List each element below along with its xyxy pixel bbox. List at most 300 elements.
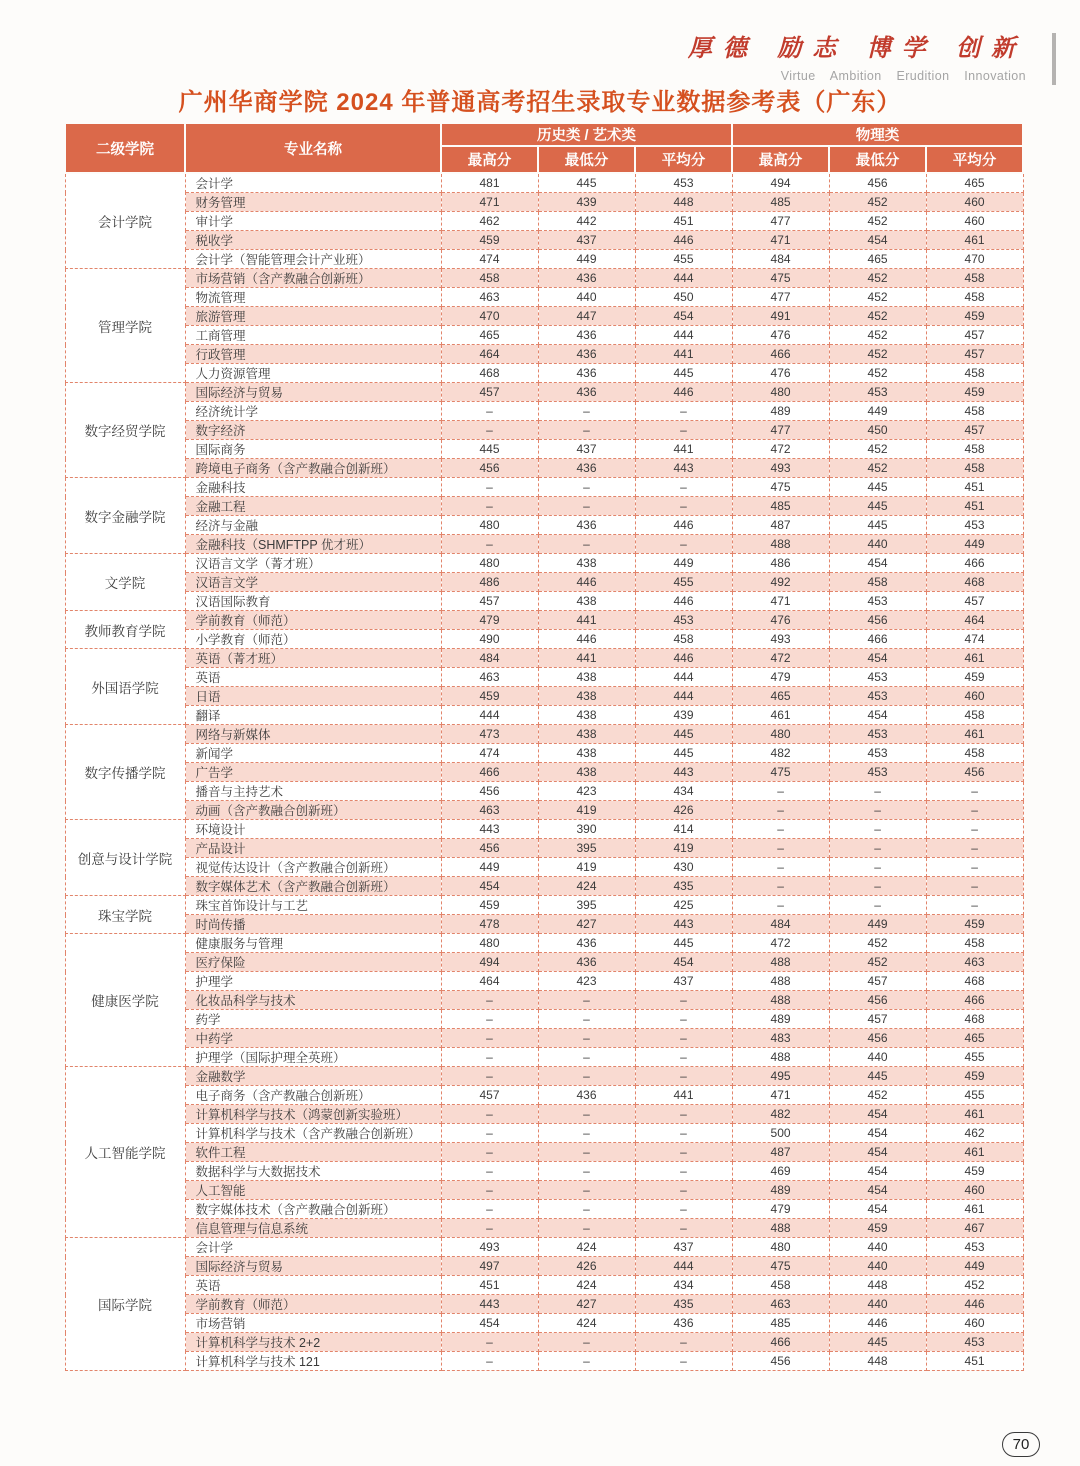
score-cell: –	[538, 1067, 635, 1086]
score-cell: 453	[926, 1238, 1023, 1257]
score-cell: 484	[732, 915, 829, 934]
score-cell: 467	[926, 1219, 1023, 1238]
major-cell: 金融工程	[185, 497, 441, 516]
score-cell: –	[538, 1219, 635, 1238]
score-cell: 444	[635, 269, 732, 288]
score-cell: 452	[829, 934, 926, 953]
table-row	[65, 478, 1023, 497]
score-cell: 459	[829, 1219, 926, 1238]
score-cell: 458	[926, 288, 1023, 307]
score-cell: 453	[829, 725, 926, 744]
major-cell: 市场营销	[185, 1314, 441, 1333]
table-row	[65, 345, 1023, 364]
score-cell: 468	[926, 972, 1023, 991]
score-cell: 441	[635, 345, 732, 364]
score-cell: –	[538, 1143, 635, 1162]
score-cell: 487	[732, 516, 829, 535]
table-row	[65, 1067, 1023, 1086]
table-row	[65, 725, 1023, 744]
table-row	[65, 744, 1023, 763]
score-cell: 445	[829, 478, 926, 497]
table-row	[65, 1352, 1023, 1371]
score-cell: 425	[635, 896, 732, 915]
score-cell: –	[538, 1162, 635, 1181]
score-cell: –	[732, 782, 829, 801]
major-cell: 数字媒体技术（含产教融合创新班）	[185, 1200, 441, 1219]
header-history-group: 历史类 / 艺术类	[441, 123, 732, 146]
score-cell: 427	[538, 915, 635, 934]
score-cell: –	[926, 801, 1023, 820]
score-cell: 452	[829, 269, 926, 288]
score-cell: 458	[635, 630, 732, 649]
table-row	[65, 972, 1023, 991]
table-row	[65, 1276, 1023, 1295]
score-cell: 443	[635, 763, 732, 782]
major-cell: 国际经济与贸易	[185, 1257, 441, 1276]
score-cell: 454	[635, 307, 732, 326]
score-cell: –	[829, 782, 926, 801]
score-cell: 390	[538, 820, 635, 839]
score-cell: 436	[538, 934, 635, 953]
score-cell: 454	[829, 554, 926, 573]
score-cell: 459	[441, 896, 538, 915]
major-cell: 产品设计	[185, 839, 441, 858]
major-cell: 护理学	[185, 972, 441, 991]
score-cell: 456	[829, 611, 926, 630]
score-cell: 453	[829, 668, 926, 687]
score-cell: –	[441, 1029, 538, 1048]
score-cell: 445	[829, 497, 926, 516]
score-cell: 456	[829, 173, 926, 193]
score-cell: 464	[926, 611, 1023, 630]
score-cell: 446	[829, 1314, 926, 1333]
score-cell: 454	[441, 877, 538, 896]
score-cell: 460	[926, 1314, 1023, 1333]
score-cell: 461	[926, 231, 1023, 250]
score-cell: 460	[926, 1181, 1023, 1200]
score-cell: 474	[441, 250, 538, 269]
score-cell: –	[538, 497, 635, 516]
score-cell: –	[441, 1333, 538, 1352]
score-cell: 466	[926, 991, 1023, 1010]
table-row	[65, 269, 1023, 288]
score-cell: –	[441, 1067, 538, 1086]
score-cell: 457	[829, 1010, 926, 1029]
table-row	[65, 573, 1023, 592]
score-cell: –	[441, 1105, 538, 1124]
score-cell: 445	[635, 364, 732, 383]
score-cell: 459	[926, 915, 1023, 934]
header-major: 专业名称	[185, 123, 441, 173]
score-cell: 463	[441, 288, 538, 307]
score-cell: 452	[829, 212, 926, 231]
score-cell: 461	[926, 649, 1023, 668]
score-cell: 436	[538, 383, 635, 402]
score-cell: 436	[538, 953, 635, 972]
header-physics-group: 物理类	[732, 123, 1023, 146]
table-header	[65, 123, 1023, 173]
major-cell: 国际经济与贸易	[185, 383, 441, 402]
score-cell: –	[538, 1105, 635, 1124]
score-cell: 457	[441, 383, 538, 402]
score-cell: –	[635, 991, 732, 1010]
score-cell: 442	[538, 212, 635, 231]
score-cell: 477	[732, 421, 829, 440]
table-row	[65, 1010, 1023, 1029]
table-row	[65, 820, 1023, 839]
score-cell: 465	[926, 173, 1023, 193]
score-cell: 459	[926, 1067, 1023, 1086]
score-cell: 454	[635, 953, 732, 972]
score-cell: 449	[926, 535, 1023, 554]
table-row	[65, 402, 1023, 421]
score-cell: 481	[441, 173, 538, 193]
score-cell: 438	[538, 668, 635, 687]
score-cell: 436	[538, 516, 635, 535]
major-cell: 时尚传播	[185, 915, 441, 934]
major-cell: 计算机科学与技术 121	[185, 1352, 441, 1371]
major-cell: 经济与金融	[185, 516, 441, 535]
score-cell: 471	[441, 193, 538, 212]
major-cell: 广告学	[185, 763, 441, 782]
major-cell: 健康服务与管理	[185, 934, 441, 953]
score-cell: 448	[635, 193, 732, 212]
major-cell: 跨境电子商务（含产教融合创新班）	[185, 459, 441, 478]
score-cell: 424	[538, 1314, 635, 1333]
score-cell: 445	[441, 440, 538, 459]
score-cell: 471	[732, 231, 829, 250]
major-cell: 小学教育（师范）	[185, 630, 441, 649]
score-cell: 419	[538, 858, 635, 877]
score-cell: 454	[829, 706, 926, 725]
score-cell: 477	[732, 288, 829, 307]
table-row	[65, 1200, 1023, 1219]
score-cell: –	[635, 535, 732, 554]
score-cell: –	[441, 421, 538, 440]
table-row	[65, 630, 1023, 649]
score-cell: –	[538, 535, 635, 554]
score-cell: –	[732, 877, 829, 896]
score-cell: 436	[538, 345, 635, 364]
table-row	[65, 1048, 1023, 1067]
college-cell: 国际学院	[65, 1238, 185, 1371]
major-cell: 数字经济	[185, 421, 441, 440]
score-cell: 491	[732, 307, 829, 326]
score-cell: –	[538, 421, 635, 440]
score-cell: 478	[441, 915, 538, 934]
score-cell: 462	[926, 1124, 1023, 1143]
score-cell: 453	[829, 744, 926, 763]
college-cell: 管理学院	[65, 269, 185, 383]
score-cell: 452	[829, 1086, 926, 1105]
score-cell: –	[538, 1010, 635, 1029]
table-body	[65, 173, 1023, 1371]
score-cell: 455	[926, 1086, 1023, 1105]
score-cell: –	[441, 478, 538, 497]
score-cell: 441	[635, 1086, 732, 1105]
score-cell: 438	[538, 763, 635, 782]
score-cell: 453	[829, 687, 926, 706]
score-cell: 488	[732, 1048, 829, 1067]
score-cell: 482	[732, 744, 829, 763]
table-row	[65, 763, 1023, 782]
score-cell: –	[441, 1162, 538, 1181]
score-cell: 441	[538, 611, 635, 630]
score-cell: 477	[732, 212, 829, 231]
score-cell: 453	[926, 1333, 1023, 1352]
score-cell: –	[635, 1124, 732, 1143]
major-cell: 环境设计	[185, 820, 441, 839]
score-cell: 445	[635, 934, 732, 953]
score-cell: 483	[732, 1029, 829, 1048]
score-cell: 424	[538, 1238, 635, 1257]
score-cell: 437	[635, 972, 732, 991]
score-cell: 456	[829, 1029, 926, 1048]
score-cell: –	[732, 896, 829, 915]
major-cell: 化妆品科学与技术	[185, 991, 441, 1010]
score-cell: –	[441, 1010, 538, 1029]
score-cell: 470	[441, 307, 538, 326]
major-cell: 金融科技（SHMFTPP 优才班）	[185, 535, 441, 554]
score-cell: 457	[926, 421, 1023, 440]
table-row	[65, 991, 1023, 1010]
score-cell: 434	[635, 782, 732, 801]
table-row	[65, 953, 1023, 972]
major-cell: 学前教育（师范）	[185, 611, 441, 630]
score-cell: 480	[732, 383, 829, 402]
score-cell: 476	[732, 611, 829, 630]
score-cell: 473	[441, 725, 538, 744]
score-cell: 482	[732, 1105, 829, 1124]
score-cell: 485	[732, 193, 829, 212]
score-cell: 463	[732, 1295, 829, 1314]
score-cell: 454	[829, 1181, 926, 1200]
major-cell: 旅游管理	[185, 307, 441, 326]
score-cell: 464	[441, 345, 538, 364]
table-row	[65, 896, 1023, 915]
score-cell: 474	[441, 744, 538, 763]
score-cell: 440	[829, 1257, 926, 1276]
score-cell: 440	[829, 1238, 926, 1257]
score-subheader: 最高分	[732, 146, 829, 173]
score-cell: 438	[538, 592, 635, 611]
score-cell: 453	[635, 173, 732, 193]
score-cell: 466	[829, 630, 926, 649]
table-row	[65, 1257, 1023, 1276]
score-cell: 451	[926, 1352, 1023, 1371]
score-cell: 452	[829, 307, 926, 326]
score-cell: 466	[732, 345, 829, 364]
score-cell: 443	[635, 915, 732, 934]
major-cell: 翻译	[185, 706, 441, 725]
score-cell: –	[829, 820, 926, 839]
score-cell: 443	[635, 459, 732, 478]
major-cell: 新闻学	[185, 744, 441, 763]
score-cell: 488	[732, 953, 829, 972]
table-row	[65, 801, 1023, 820]
major-cell: 国际商务	[185, 440, 441, 459]
score-cell: 489	[732, 1181, 829, 1200]
major-cell: 汉语言文学（菁才班）	[185, 554, 441, 573]
score-cell: 465	[829, 250, 926, 269]
table-row	[65, 611, 1023, 630]
score-cell: 457	[926, 592, 1023, 611]
score-cell: –	[635, 1048, 732, 1067]
score-cell: 452	[829, 364, 926, 383]
score-cell: 492	[732, 573, 829, 592]
score-cell: 486	[441, 573, 538, 592]
score-cell: 461	[926, 1105, 1023, 1124]
score-cell: 471	[732, 592, 829, 611]
score-cell: 463	[926, 953, 1023, 972]
score-cell: 480	[732, 1238, 829, 1257]
score-cell: 450	[635, 288, 732, 307]
score-cell: 435	[635, 1295, 732, 1314]
major-cell: 数据科学与大数据技术	[185, 1162, 441, 1181]
score-cell: –	[441, 402, 538, 421]
score-cell: 452	[829, 953, 926, 972]
score-cell: 455	[635, 250, 732, 269]
score-cell: 444	[635, 326, 732, 345]
score-cell: 463	[441, 801, 538, 820]
score-cell: 461	[926, 1200, 1023, 1219]
score-cell: –	[635, 1181, 732, 1200]
score-cell: 479	[732, 668, 829, 687]
table-row	[65, 231, 1023, 250]
score-cell: 466	[441, 763, 538, 782]
score-cell: –	[538, 1333, 635, 1352]
score-cell: 449	[926, 1257, 1023, 1276]
score-cell: –	[829, 801, 926, 820]
table-row	[65, 858, 1023, 877]
major-cell: 人工智能	[185, 1181, 441, 1200]
score-cell: 468	[926, 573, 1023, 592]
table-row	[65, 497, 1023, 516]
motto-chinese: 厚德 励志 博学 创新	[687, 33, 1026, 62]
score-cell: 437	[635, 1238, 732, 1257]
score-cell: 448	[829, 1276, 926, 1295]
score-cell: 453	[829, 592, 926, 611]
college-cell: 会计学院	[65, 173, 185, 269]
score-cell: 469	[732, 1162, 829, 1181]
score-cell: 436	[538, 364, 635, 383]
header-group-row	[65, 123, 1023, 146]
major-cell: 会计学	[185, 173, 441, 193]
score-cell: –	[441, 497, 538, 516]
major-cell: 计算机科学与技术（鸿蒙创新实验班）	[185, 1105, 441, 1124]
score-cell: 476	[732, 326, 829, 345]
major-cell: 税收学	[185, 231, 441, 250]
score-cell: –	[635, 402, 732, 421]
score-cell: –	[538, 478, 635, 497]
score-cell: 449	[829, 915, 926, 934]
score-cell: 456	[441, 782, 538, 801]
score-cell: 475	[732, 763, 829, 782]
score-cell: –	[635, 1010, 732, 1029]
score-cell: 436	[538, 1086, 635, 1105]
score-cell: 500	[732, 1124, 829, 1143]
score-cell: 450	[829, 421, 926, 440]
table-row	[65, 364, 1023, 383]
score-cell: –	[635, 1352, 732, 1371]
score-cell: 427	[538, 1295, 635, 1314]
table-row	[65, 288, 1023, 307]
score-cell: –	[441, 1048, 538, 1067]
major-cell: 视觉传达设计（含产教融合创新班）	[185, 858, 441, 877]
score-cell: 438	[538, 725, 635, 744]
major-cell: 会计学	[185, 1238, 441, 1257]
score-cell: 488	[732, 1219, 829, 1238]
score-cell: 475	[732, 478, 829, 497]
score-cell: 458	[926, 706, 1023, 725]
score-cell: 493	[441, 1238, 538, 1257]
score-cell: 440	[829, 1048, 926, 1067]
score-cell: –	[441, 1352, 538, 1371]
table-row	[65, 212, 1023, 231]
score-cell: –	[732, 839, 829, 858]
score-cell: 423	[538, 972, 635, 991]
major-cell: 医疗保险	[185, 953, 441, 972]
score-cell: 445	[635, 725, 732, 744]
motto-english: Virtue Ambition Erudition Innovation	[780, 69, 1026, 83]
score-subheader: 最低分	[829, 146, 926, 173]
college-cell: 数字金融学院	[65, 478, 185, 554]
score-cell: 440	[829, 535, 926, 554]
score-cell: –	[538, 991, 635, 1010]
table-row	[65, 1143, 1023, 1162]
score-cell: –	[538, 1181, 635, 1200]
score-cell: 395	[538, 839, 635, 858]
score-cell: 485	[732, 1314, 829, 1333]
score-cell: 468	[441, 364, 538, 383]
score-cell: –	[829, 839, 926, 858]
score-cell: 489	[732, 402, 829, 421]
table-row	[65, 877, 1023, 896]
score-cell: 452	[926, 1276, 1023, 1295]
score-cell: 457	[441, 1086, 538, 1105]
score-cell: 462	[441, 212, 538, 231]
score-cell: 456	[829, 991, 926, 1010]
table-row	[65, 915, 1023, 934]
score-cell: 444	[635, 668, 732, 687]
score-cell: –	[926, 858, 1023, 877]
major-cell: 学前教育（师范）	[185, 1295, 441, 1314]
score-cell: 460	[926, 687, 1023, 706]
score-cell: –	[635, 1105, 732, 1124]
score-cell: –	[926, 877, 1023, 896]
page-title: 广州华商学院 2024 年普通高考招生录取专业数据参考表（广东）	[178, 89, 902, 116]
major-cell: 英语（菁才班）	[185, 649, 441, 668]
table-row	[65, 592, 1023, 611]
score-cell: 452	[829, 440, 926, 459]
score-cell: 441	[635, 440, 732, 459]
score-cell: 419	[538, 801, 635, 820]
score-cell: 485	[732, 497, 829, 516]
score-cell: –	[635, 1143, 732, 1162]
score-cell: 446	[635, 516, 732, 535]
score-cell: –	[635, 421, 732, 440]
score-cell: –	[635, 1029, 732, 1048]
score-cell: 436	[538, 459, 635, 478]
major-cell: 数字媒体艺术（含产教融合创新班）	[185, 877, 441, 896]
major-cell: 药学	[185, 1010, 441, 1029]
major-cell: 会计学（智能管理会计产业班）	[185, 250, 441, 269]
score-cell: 480	[732, 725, 829, 744]
score-cell: 459	[926, 1162, 1023, 1181]
score-cell: 458	[441, 269, 538, 288]
score-cell: 472	[732, 649, 829, 668]
score-cell: 446	[635, 649, 732, 668]
